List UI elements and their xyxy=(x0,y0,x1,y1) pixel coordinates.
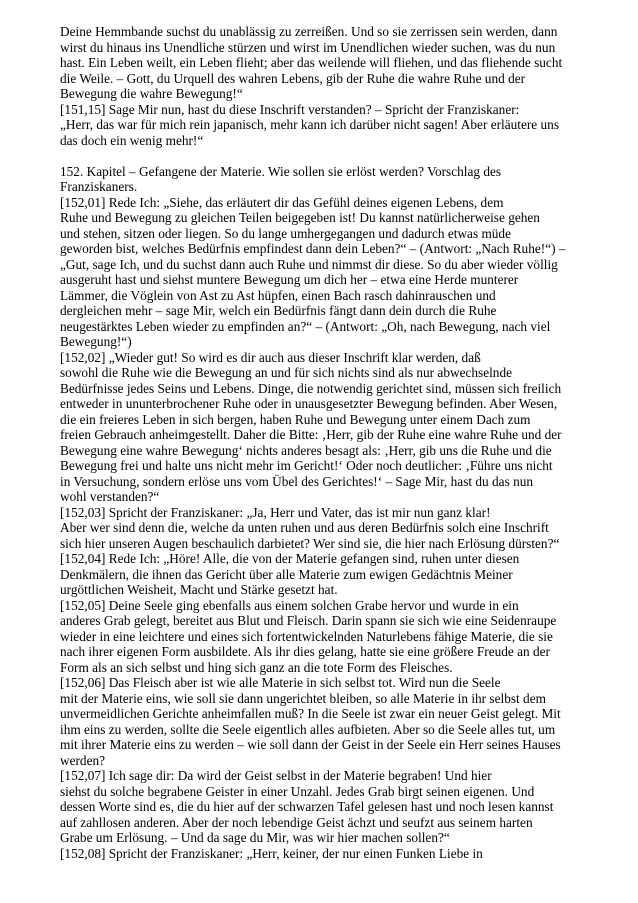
text-line: auf zahllosen anderen. Aber der noch lebendige Geist ächzt und seufzt aus seinem harten xyxy=(60,814,533,830)
text-line: Bewegung die wahre Bewegung!“ xyxy=(60,86,243,101)
text-line: wohl verstanden?“ xyxy=(60,489,160,504)
text-line: [151,15] Sage Mir nun, hast du diese Inschrift verstanden? – Spricht der Franziskaner: xyxy=(60,101,520,117)
text-line: [152,04] Rede Ich: „Höre! Alle, die von der Materie gefangen sind, ruhen unter diesen xyxy=(60,551,520,566)
text-line: wieder in eine leichtere und eines sich fortentwickelnden Naturlebens fähige Materie, die sie xyxy=(60,628,553,644)
text-line: dergleichen mehr – sage Mir, welch ein Bedürfnis fängt dann dein durch die Ruhe xyxy=(60,303,497,318)
text-line: die ein freieres Leben in sich bergen, haben Ruhe und Bewegung unter einem Dach zum xyxy=(60,411,531,427)
text-line: [152,06] Das Fleisch aber ist wie alle Materie in sich selbst tot. Wird nun die Seele xyxy=(60,675,501,690)
text-line: Denkmälern, die ihnen das Gericht über alle Materie zum ewigen Gedächtnis Meiner xyxy=(60,566,513,582)
text-line: neugestärktes Leben wieder zu empfinden an?“ – (Antwort: „Oh, nach Bewegung, nach viel xyxy=(60,318,551,334)
text-line: Bewegung!“) xyxy=(60,334,132,349)
text-line: siehst du solche begrabene Geister in einer Unzahl. Jedes Grab birgt seinen eigenen. Und xyxy=(60,783,535,799)
text-line: anderes Grab gelegt, bereitet aus Blut und Fleisch. Darin spann sie sich wie eine Seidenraupe xyxy=(60,613,557,628)
text-line: „Gut, sage Ich, und du suchst dann auch Ruhe und nimmst dir diese. So du aber wieder völlig xyxy=(60,256,558,272)
text-line: [152,03] Spricht der Franziskaner: „Ja, Herr und Vater, das ist mir nun ganz klar! xyxy=(60,504,491,520)
text-line: das doch ein wenig mehr!“ xyxy=(60,132,204,148)
paragraph-block-2 xyxy=(60,164,598,862)
text-line: mit ihrer Materie eins zu werden – wie soll dann der Geist in der Seele ein Herr seines Hauses xyxy=(60,737,561,752)
text-line: [152,08] Spricht der Franziskaner: „Herr, keiner, der nur einen Funken Liebe in xyxy=(60,845,483,861)
text-line: [152,01] Rede Ich: „Siehe, das erläutert dir das Gefühl deines eigenen Lebens, dem xyxy=(60,194,504,210)
text-line: [152,07] Ich sage dir: Da wird der Geist selbst in der Materie begraben! Und hier xyxy=(60,768,492,783)
paragraph-gap xyxy=(60,148,598,164)
text-line: ihm eins zu werden, sollte die Seele eigentlich alles aufbieten. Aber so die Seele alles tut, um xyxy=(60,721,556,737)
text-line: mit der Materie eins, wie soll sie dann ungerichtet bleiben, so alle Materie in ihr selbst dem xyxy=(60,690,546,706)
text-line: und stehen, sitzen oder liegen. So du lange umhergegangen und dadurch etwas müde xyxy=(60,225,511,241)
text-line: Deine Hemmbande suchst du unablässig zu zerreißen. Und so sie zerrissen sein werden, dann xyxy=(60,24,558,39)
text-line: urgöttlichen Weisheit, Macht und Stärke gesetzt hat. xyxy=(60,582,338,597)
text-line: entweder in ununterbrochener Ruhe oder in unausgesetzter Bewegung befinden. Aber Wesen, xyxy=(60,396,558,411)
text-line: sich hier unseren Augen beschaulich darbietet? Wer sind sie, die hier nach Erlösung dürsten?“ xyxy=(60,535,560,551)
text-line: in Versuchung, sondern erlöse uns vom Übel des Gerichtes!‘ – Sage Mir, hast du das nun xyxy=(60,473,534,489)
text-line: hast. Ein Leben weilt, ein Leben flieht; aber das weilende will fliehen, und das fliehende sucht xyxy=(60,55,563,70)
text-line: 152. Kapitel – Gefangene der Materie. Wie sollen sie erlöst werden? Vorschlag des xyxy=(60,163,502,179)
text-line: [152,02] „Wieder gut! So wird es dir auch aus dieser Inschrift klar werden, daß xyxy=(60,349,481,365)
text-line: freien Gebrauch anheimgestellt. Daher die Bitte: ‚Herr, gib der Ruhe eine wahre Ruhe und der xyxy=(60,427,562,442)
text-line: Lämmer, die Vöglein von Ast zu Ast hüpfen, einen Bach rasch dahinrauschen und xyxy=(60,287,496,303)
text-line: [152,05] Deine Seele ging ebenfalls aus einem solchen Grabe hervor und wurde in ein xyxy=(60,597,519,613)
text-line: geworden bist, welches Bedürfnis empfindest dann dein Leben?“ – (Antwort: „Nach Ruhe!“) – xyxy=(60,241,566,256)
text-line: Form als an sich selbst und hing sich ganz an die tote Form des Fleisches. xyxy=(60,659,453,675)
text-line: werden? xyxy=(60,752,106,768)
text-line: Grabe um Erlösung. – Und da sage du Mir, was wir hier machen sollen?“ xyxy=(60,830,450,845)
text-line: Franziskaners. xyxy=(60,179,138,194)
text-line: unvermeidlichen Gerichte anheimfallen muß? In die Seele ist zwar ein neuer Geist gelegt. Mit xyxy=(60,706,561,721)
text-line: wirst du hinaus ins Unendliche stürzen und wirst im Unendlichen wieder suchen, was du nun xyxy=(60,39,556,55)
text-line: nach ihrer eigenen Form ausbildete. Als ihr dies gelang, hatte sie eine größere Freude an der xyxy=(60,644,550,659)
text-line: Bedürfnisse jedes Seins und Lebens. Dinge, die notwendig gerichtet sind, müssen sich freilich xyxy=(60,380,562,396)
text-line: Aber wer sind denn die, welche da unten ruhen und aus deren Bedürfnis solch eine Inschrift xyxy=(60,520,549,535)
text-line: dessen Worte sind es, die du hier auf der schwarzen Tafel gelesen hast und noch lesen kannst xyxy=(60,799,554,814)
text-line: ausgeruht hast und siehst muntere Bewegung um dich her – etwa eine Herde munterer xyxy=(60,272,519,287)
paragraph-block-1 xyxy=(60,24,598,148)
text-line: Ruhe und Bewegung zu gleichen Teilen beigegeben ist! Du kannst natürlicherweise gehen xyxy=(60,210,540,225)
text-line: die Weile. – Gott, du Urquell des wahren Lebens, gib der Ruhe die wahre Ruhe und der xyxy=(60,70,526,86)
text-line: „Herr, das war für mich rein japanisch, mehr kann ich darüber nicht sagen! Aber erläutere uns xyxy=(60,117,560,132)
text-line: sowohl die Ruhe wie die Bewegung an und für sich nichts sind als nur abwechselnde xyxy=(60,365,512,380)
text-line: Bewegung frei und halte uns nicht mehr im Gericht!‘ Oder noch deutlicher: ‚Führe uns nicht xyxy=(60,458,553,473)
text-line: Bewegung eine wahre Bewegung‘ nichts anderes besagt als: ‚Herr, gib uns die Ruhe und die xyxy=(60,442,552,458)
